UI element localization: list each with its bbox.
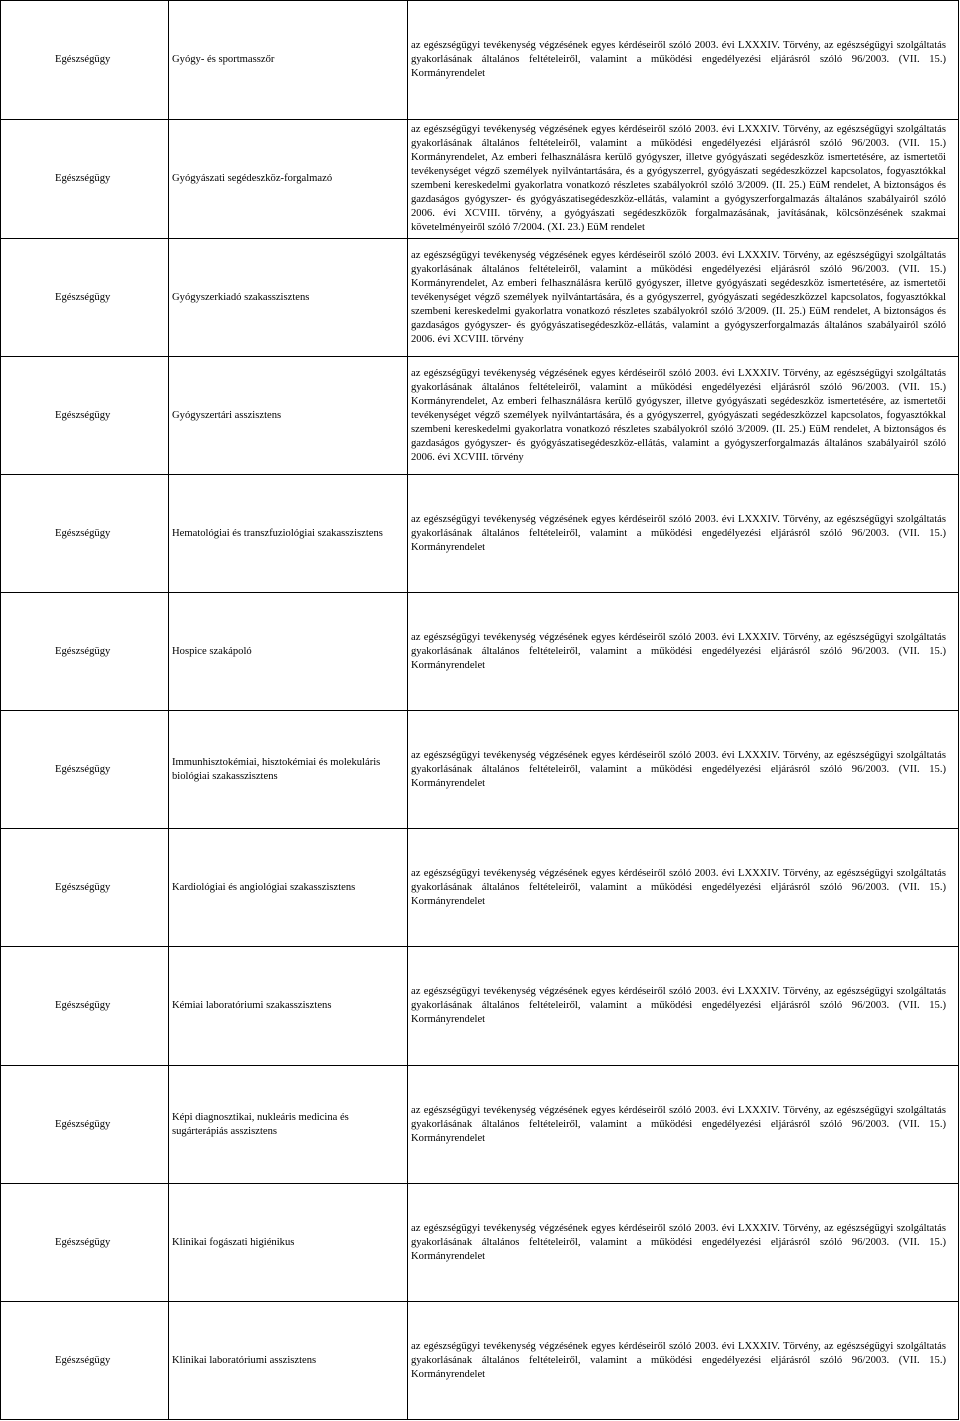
regulation-cell: az egészségügyi tevékenység végzésének egyes kérdéseiről szóló 2003. évi LXXXIV. Törvény, az egészségügyi szolgáltatás gyakorlásának általános feltételeiről, valamint a működési engedélyezési eljárásról szóló 96/2003. (VII. 15.) Kormányrendelet bbox=[408, 1184, 959, 1302]
regulation-cell: az egészségügyi tevékenység végzésének egyes kérdéseiről szóló 2003. évi LXXXIV. Törvény, az egészségügyi szolgáltatás gyakorlásának általános feltételeiről, valamint a működési engedélyezési eljárásról szóló 96/2003. (VII. 15.) Kormányrendelet bbox=[408, 829, 959, 947]
table-row bbox=[1, 1302, 959, 1420]
regulation-cell: az egészségügyi tevékenység végzésének egyes kérdéseiről szóló 2003. évi LXXXIV. Törvény, az egészségügyi szolgáltatás gyakorlásának általános feltételeiről, valamint a működési engedélyezési eljárásról szóló 96/2003. (VII. 15.) Kormányrendelet bbox=[408, 947, 959, 1066]
occupation-cell: Hospice szakápoló bbox=[169, 593, 408, 711]
field-cell: Egészségügy bbox=[1, 120, 169, 239]
field-cell: Egészségügy bbox=[1, 1066, 169, 1184]
occupation-cell: Klinikai fogászati higiénikus bbox=[169, 1184, 408, 1302]
regulation-cell: az egészségügyi tevékenység végzésének egyes kérdéseiről szóló 2003. évi LXXXIV. Törvény, az egészségügyi szolgáltatás gyakorlásának általános feltételeiről, valamint a működési engedélyezési eljárásról szóló 96/2003. (VII. 15.) Kormányrendelet bbox=[408, 1302, 959, 1420]
occupation-cell: Gyógy- és sportmasszőr bbox=[169, 1, 408, 120]
table-row bbox=[1, 1, 959, 120]
regulation-cell: az egészségügyi tevékenység végzésének egyes kérdéseiről szóló 2003. évi LXXXIV. Törvény, az egészségügyi szolgáltatás gyakorlásának általános feltételeiről, valamint a működési engedélyezési eljárásról szóló 96/2003. (VII. 15.) Kormányrendelet, Az emberi felhasználásra kerülő gyógyszer, illetve gyógyászati segédeszköz ismertetésére, az ismertetői tevékenységet végző személyek nyilvántartására, és a gyógyszerrel, gyógyászati segédeszközzel kapcsolatos, fogyasztókkal szembeni kereskedelmi gyakorlatra vonatkozó részletes szabályokról szóló 3/2009. (II. 25.) EüM rendelet, A biztonságos és gazdaságos gyógyszer- és gyógyászatisegédeszköz-ellátás, valamint a gyógyszerforgalmazás általános szabályairól szóló 2006. évi XCVIII. törvény bbox=[408, 239, 959, 357]
regulation-cell: az egészségügyi tevékenység végzésének egyes kérdéseiről szóló 2003. évi LXXXIV. Törvény, az egészségügyi szolgáltatás gyakorlásának általános feltételeiről, valamint a működési engedélyezési eljárásról szóló 96/2003. (VII. 15.) Kormányrendelet, Az emberi felhasználásra kerülő gyógyszer, illetve gyógyászati segédeszköz ismertetésére, az ismertetői tevékenységet végző személyek nyilvántartására, és a gyógyszerrel, gyógyászati segédeszközzel kapcsolatos, fogyasztókkal szembeni kereskedelmi gyakorlatra vonatkozó részletes szabályokról szóló 3/2009. (II. 25.) EüM rendelet, A biztonságos és gazdaságos gyógyszer- és gyógyászatisegédeszköz-ellátás, valamint a gyógyszerforgalmazás általános szabályairól szóló 2006. évi XCVIII. törvény bbox=[408, 357, 959, 475]
table-row bbox=[1, 239, 959, 357]
field-cell: Egészségügy bbox=[1, 829, 169, 947]
field-cell: Egészségügy bbox=[1, 947, 169, 1066]
table-row bbox=[1, 947, 959, 1066]
table-row bbox=[1, 1066, 959, 1184]
regulation-cell: az egészségügyi tevékenység végzésének egyes kérdéseiről szóló 2003. évi LXXXIV. Törvény, az egészségügyi szolgáltatás gyakorlásának általános feltételeiről, valamint a működési engedélyezési eljárásról szóló 96/2003. (VII. 15.) Kormányrendelet bbox=[408, 475, 959, 593]
table-row bbox=[1, 1184, 959, 1302]
occupation-cell: Kardiológiai és angiológiai szakasszisztens bbox=[169, 829, 408, 947]
regulation-cell: az egészségügyi tevékenység végzésének egyes kérdéseiről szóló 2003. évi LXXXIV. Törvény, az egészségügyi szolgáltatás gyakorlásának általános feltételeiről, valamint a működési engedélyezési eljárásról szóló 96/2003. (VII. 15.) Kormányrendelet, Az emberi felhasználásra kerülő gyógyszer, illetve gyógyászati segédeszköz ismertetésére, az ismertetői tevékenységet végző személyek nyilvántartására, és a gyógyszerrel, gyógyászati segédeszközzel kapcsolatos, fogyasztókkal szembeni kereskedelmi gyakorlatra vonatkozó részletes szabályokról szóló 3/2009. (II. 25.) EüM rendelet, A biztonságos és gazdaságos gyógyszer- és gyógyászatisegédeszköz-ellátás, valamint a gyógyszerforgalmazás általános szabályairól szóló 2006. évi XCVIII. törvény, a gyógyászati segédeszközök forgalmazásának, javításának, kölcsönzésének szakmai követelményeiről szóló 7/2004. (XI. 23.) EüM rendelet bbox=[408, 120, 959, 239]
occupation-cell: Gyógyszertári asszisztens bbox=[169, 357, 408, 475]
occupation-cell: Gyógyszerkiadó szakasszisztens bbox=[169, 239, 408, 357]
table-row bbox=[1, 475, 959, 593]
regulation-cell: az egészségügyi tevékenység végzésének egyes kérdéseiről szóló 2003. évi LXXXIV. Törvény, az egészségügyi szolgáltatás gyakorlásának általános feltételeiről, valamint a működési engedélyezési eljárásról szóló 96/2003. (VII. 15.) Kormányrendelet bbox=[408, 593, 959, 711]
occupation-cell: Immunhisztokémiai, hisztokémiai és molekuláris biológiai szakasszisztens bbox=[169, 711, 408, 829]
field-cell: Egészségügy bbox=[1, 239, 169, 357]
regulation-cell: az egészségügyi tevékenység végzésének egyes kérdéseiről szóló 2003. évi LXXXIV. Törvény, az egészségügyi szolgáltatás gyakorlásának általános feltételeiről, valamint a működési engedélyezési eljárásról szóló 96/2003. (VII. 15.) Kormányrendelet bbox=[408, 711, 959, 829]
field-cell: Egészségügy bbox=[1, 475, 169, 593]
occupation-cell: Klinikai laboratóriumi asszisztens bbox=[169, 1302, 408, 1420]
field-cell: Egészségügy bbox=[1, 1, 169, 120]
regulation-cell: az egészségügyi tevékenység végzésének egyes kérdéseiről szóló 2003. évi LXXXIV. Törvény, az egészségügyi szolgáltatás gyakorlásának általános feltételeiről, valamint a működési engedélyezési eljárásról szóló 96/2003. (VII. 15.) Kormányrendelet bbox=[408, 1066, 959, 1184]
field-cell: Egészségügy bbox=[1, 1302, 169, 1420]
field-cell: Egészségügy bbox=[1, 711, 169, 829]
field-cell: Egészségügy bbox=[1, 593, 169, 711]
regulation-cell: az egészségügyi tevékenység végzésének egyes kérdéseiről szóló 2003. évi LXXXIV. Törvény, az egészségügyi szolgáltatás gyakorlásának általános feltételeiről, valamint a működési engedélyezési eljárásról szóló 96/2003. (VII. 15.) Kormányrendelet bbox=[408, 1, 959, 120]
table-row bbox=[1, 829, 959, 947]
occupation-cell: Kémiai laboratóriumi szakasszisztens bbox=[169, 947, 408, 1066]
field-cell: Egészségügy bbox=[1, 1184, 169, 1302]
table-row bbox=[1, 593, 959, 711]
occupation-cell: Képi diagnosztikai, nukleáris medicina és sugárterápiás asszisztens bbox=[169, 1066, 408, 1184]
table-row bbox=[1, 120, 959, 239]
table-row bbox=[1, 711, 959, 829]
occupation-cell: Hematológiai és transzfuziológiai szakasszisztens bbox=[169, 475, 408, 593]
occupation-cell: Gyógyászati segédeszköz-forgalmazó bbox=[169, 120, 408, 239]
table-row bbox=[1, 357, 959, 475]
field-cell: Egészségügy bbox=[1, 357, 169, 475]
